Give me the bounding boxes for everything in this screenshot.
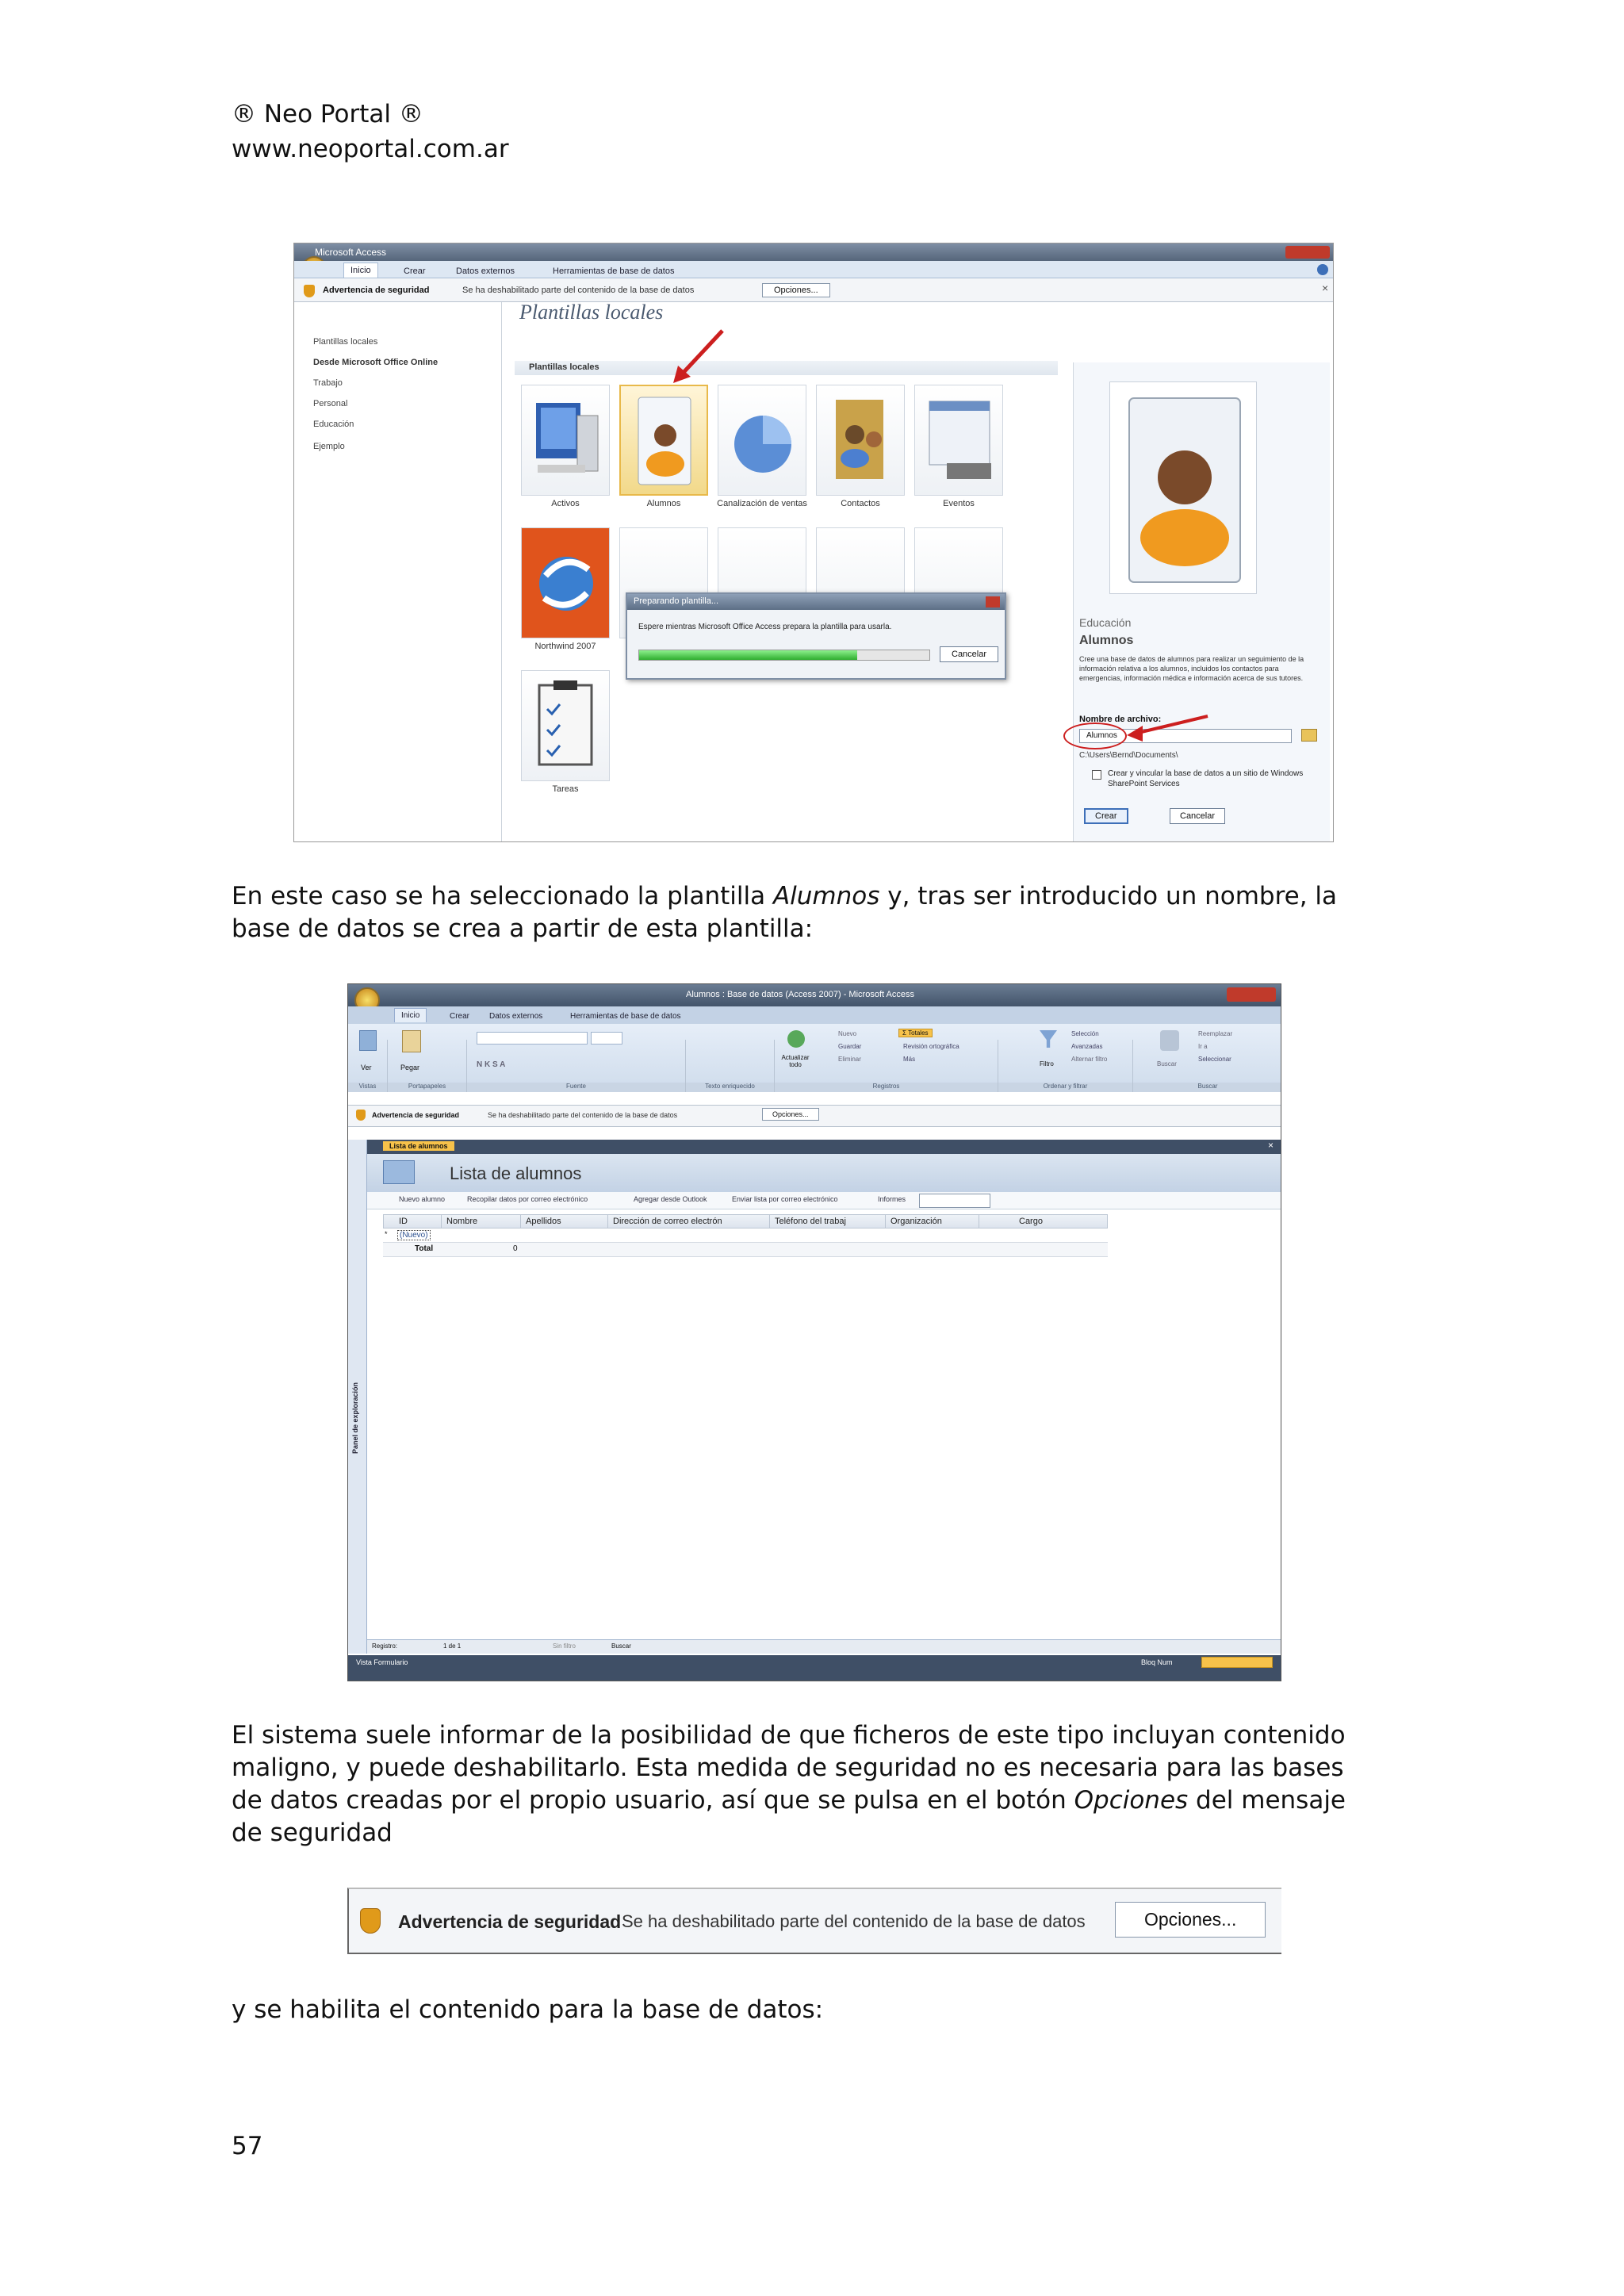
tab-datos-externos[interactable]: Datos externos	[456, 266, 515, 276]
nav-pane-label: Panel de exploración	[351, 1382, 359, 1454]
folder-icon[interactable]	[1301, 729, 1317, 742]
group-texto-enriquecido	[686, 1040, 775, 1092]
paste-icon[interactable]	[402, 1030, 421, 1052]
template-contactos[interactable]	[816, 385, 905, 496]
totales-button[interactable]: Σ Totales	[898, 1029, 933, 1037]
action-nuevo-alumno[interactable]: Nuevo alumno	[399, 1195, 446, 1203]
new-row-marker[interactable]: (Nuevo)	[397, 1230, 431, 1240]
sharepoint-checkbox[interactable]	[1092, 770, 1101, 780]
template-label: Northwind 2007	[534, 642, 596, 651]
sidebar-item-trabajo[interactable]: Trabajo	[313, 378, 343, 388]
reemplazar-button[interactable]: Reemplazar	[1198, 1030, 1233, 1037]
sidebar-item-plantillas-locales[interactable]: Plantillas locales	[313, 337, 378, 347]
sidebar-item-office-online[interactable]: Desde Microsoft Office Online	[313, 358, 439, 367]
status-view: Vista Formulario	[356, 1658, 408, 1666]
column-header[interactable]: Organización	[886, 1214, 979, 1228]
close-doc-icon[interactable]: ×	[1268, 1140, 1274, 1151]
search-box[interactable]: Buscar	[611, 1642, 631, 1650]
group-label: Vistas	[348, 1083, 387, 1092]
template-label: Contactos	[841, 499, 880, 508]
file-name-value: Alumnos	[1086, 731, 1117, 740]
tab-datos-externos[interactable]: Datos externos	[489, 1012, 543, 1021]
security-title: Advertencia de seguridad	[398, 1911, 622, 1932]
total-value: 0	[513, 1244, 518, 1253]
students-table	[383, 1214, 1108, 1262]
header-brand: ® Neo Portal ®	[232, 100, 423, 128]
calendar-icon	[915, 385, 1004, 496]
window-title: Alumnos : Base de datos (Access 2007) - Microsoft Access	[686, 990, 914, 999]
record-position[interactable]: 1 de 1	[443, 1642, 462, 1650]
dialog-cancel-button[interactable]: Cancelar	[940, 646, 998, 662]
template-label: Canalización de ventas	[717, 499, 807, 508]
font-size-select[interactable]	[591, 1032, 622, 1045]
clipboard-icon	[522, 671, 611, 782]
dialog-close-icon[interactable]	[986, 596, 1000, 608]
seleccion-button[interactable]: Selección	[1071, 1030, 1099, 1037]
informes-select[interactable]	[919, 1194, 990, 1208]
file-name-label: Nombre de archivo:	[1079, 715, 1162, 724]
security-text: Se ha deshabilitado parte del contenido de la base de datos	[462, 286, 695, 295]
screenshot-security-bar	[347, 1888, 1281, 1954]
record-label: Registro:	[372, 1642, 398, 1650]
column-header[interactable]: Teléfono del trabaj	[770, 1214, 886, 1228]
student-icon	[621, 386, 710, 497]
page-heading: Plantillas locales	[519, 301, 664, 324]
security-text: Se ha deshabilitado parte del contenido de la base de datos	[622, 1911, 1086, 1931]
column-header[interactable]: Nombre	[442, 1214, 521, 1228]
status-numlock: Bloq Num	[1141, 1658, 1173, 1666]
group-label: Portapapeles	[388, 1083, 466, 1092]
help-icon[interactable]	[1317, 264, 1328, 275]
para2-emphasis: Opciones	[1074, 1786, 1189, 1815]
tab-crear[interactable]: Crear	[404, 266, 426, 276]
ortografia-button[interactable]: Revisión ortográfica	[903, 1043, 959, 1050]
close-icon[interactable]	[1285, 246, 1330, 259]
para1-text-end: y, tras ser introducido un nombre, la base de datos se crea a partir de esta plantilla:	[232, 882, 1338, 943]
doc-tab-lista-alumnos[interactable]: Lista de alumnos	[383, 1141, 454, 1151]
northwind-icon	[522, 528, 611, 639]
ira-button[interactable]: Ir a	[1198, 1043, 1208, 1050]
buscar-button[interactable]: Buscar	[1157, 1060, 1177, 1068]
group-ordenar	[998, 1040, 1133, 1092]
form-title: Lista de alumnos	[450, 1163, 582, 1183]
security-title: Advertencia de seguridad	[372, 1111, 460, 1119]
column-header[interactable]: ID	[394, 1214, 442, 1228]
seleccionar-button[interactable]: Seleccionar	[1198, 1056, 1231, 1063]
template-alumnos[interactable]	[619, 385, 708, 496]
contacts-icon	[817, 385, 906, 496]
close-bar-icon[interactable]: ×	[1322, 282, 1329, 294]
sharepoint-label: Crear y vincular la base de datos a un sitio de Windows SharePoint Services	[1108, 769, 1304, 788]
highlight-circle	[1063, 723, 1127, 749]
template-label: Eventos	[943, 499, 975, 508]
header-url: www.neoportal.com.ar	[232, 135, 509, 163]
total-label: Total	[415, 1244, 434, 1253]
red-arrow-icon	[1119, 711, 1214, 743]
font-select[interactable]	[477, 1032, 588, 1045]
tab-inicio[interactable]: Inicio	[394, 1008, 427, 1022]
para1-emphasis: Alumnos	[772, 882, 880, 910]
new-record-icon: *	[385, 1230, 388, 1238]
template-northwind[interactable]	[521, 527, 610, 638]
section-label: Plantillas locales	[529, 362, 599, 372]
binoculars-icon[interactable]	[1160, 1030, 1179, 1051]
group-label: Fuente	[467, 1083, 685, 1092]
nuevo-button[interactable]: Nuevo	[838, 1030, 857, 1037]
filtro-button[interactable]: Filtro	[1040, 1060, 1054, 1068]
group-label: Buscar	[1133, 1083, 1281, 1092]
pie-chart-icon	[718, 385, 807, 496]
column-header[interactable]: Cargo	[979, 1214, 1108, 1228]
template-label: Activos	[551, 499, 580, 508]
refresh-icon[interactable]	[787, 1030, 805, 1048]
format-buttons[interactable]: N K S A	[477, 1060, 506, 1069]
template-activos[interactable]	[521, 385, 610, 496]
template-label: Tareas	[552, 784, 579, 794]
template-label: Alumnos	[646, 499, 681, 508]
group-label: Texto enriquecido	[686, 1083, 774, 1092]
shield-icon	[356, 1110, 366, 1121]
action-enviar-lista[interactable]: Enviar lista por correo electrónico	[732, 1195, 838, 1203]
computer-icon	[522, 385, 611, 496]
close-icon[interactable]	[1227, 987, 1276, 1002]
shield-icon	[304, 285, 315, 297]
template-preview	[1109, 381, 1257, 594]
tab-herramientas[interactable]: Herramientas de base de datos	[553, 266, 675, 276]
guardar-button[interactable]: Guardar	[838, 1043, 862, 1050]
table-row[interactable]	[383, 1228, 1108, 1243]
options-button[interactable]: Opciones...	[762, 1108, 819, 1121]
para1-text: En este caso se ha seleccionado la plantilla	[232, 882, 773, 910]
mas-button[interactable]: Más	[903, 1056, 916, 1063]
action-agregar-outlook[interactable]: Agregar desde Outlook	[634, 1195, 707, 1203]
para2-text: El sistema suele informar de la posibilidad de que ficheros de este tipo incluyan contenido maligno, y puede deshabilitarlo. Esta medida de seguridad no es necesaria para las bases de datos creadas por el propio usuario, así que se pulsa en el botón	[232, 1721, 1346, 1815]
avanzadas-button[interactable]: Avanzadas	[1071, 1043, 1103, 1050]
sidebar-item-personal[interactable]: Personal	[313, 399, 348, 408]
alternar-button[interactable]: Alternar filtro	[1071, 1056, 1108, 1063]
paragraph-1	[232, 880, 1373, 945]
dialog-title: Preparando plantilla...	[634, 596, 719, 606]
sidebar-item-ejemplo[interactable]: Ejemplo	[313, 442, 345, 451]
file-path: C:\Users\Bernd\Documents\	[1079, 751, 1178, 760]
record-navigation[interactable]	[367, 1639, 1281, 1654]
dialog-text: Espere mientras Microsoft Office Access prepara la plantilla para usarla.	[638, 623, 892, 631]
para2-text-end: del mensaje de seguridad	[232, 1786, 1346, 1847]
security-text: Se ha deshabilitado parte del contenido de la base de datos	[488, 1111, 678, 1119]
screenshot-1	[293, 243, 1334, 842]
security-title: Advertencia de seguridad	[323, 286, 430, 295]
form-icon	[383, 1160, 415, 1184]
preview-name: Alumnos	[1079, 634, 1134, 647]
progress-bar	[638, 650, 930, 661]
cancel-button[interactable]: Cancelar	[1170, 808, 1225, 824]
shield-icon	[360, 1908, 381, 1934]
view-switcher[interactable]	[1201, 1657, 1273, 1668]
pegar-button[interactable]: Pegar	[400, 1064, 420, 1071]
screenshot-2	[347, 983, 1281, 1681]
student-icon	[1110, 382, 1258, 595]
template-canalizacion[interactable]	[718, 385, 806, 496]
eliminar-button[interactable]: Eliminar	[838, 1056, 861, 1063]
paragraph-2	[232, 1719, 1380, 1849]
column-header[interactable]: Apellidos	[521, 1214, 608, 1228]
action-recopilar[interactable]: Recopilar datos por correo electrónico	[467, 1195, 588, 1203]
group-label: Registros	[775, 1083, 998, 1092]
group-portapapeles	[388, 1040, 467, 1092]
paragraph-3: y se habilita el contenido para la base de datos:	[232, 1995, 824, 2024]
view-icon[interactable]	[359, 1030, 377, 1051]
options-button[interactable]: Opciones...	[762, 283, 830, 297]
sidebar-item-educacion[interactable]: Educación	[313, 420, 354, 429]
template-tareas[interactable]	[521, 670, 610, 781]
tab-crear[interactable]: Crear	[450, 1012, 470, 1021]
window-title: Microsoft Access	[315, 247, 387, 258]
create-button[interactable]: Crear	[1084, 808, 1128, 824]
tab-inicio[interactable]: Inicio	[343, 263, 378, 278]
preview-description: Cree una base de datos de alumnos para realizar un seguimiento de la información relativa a los alumnos, incluidos los contactos para emergencias, información médica e información acerca de sus tutores.	[1079, 655, 1304, 682]
ver-button[interactable]: Ver	[361, 1064, 372, 1071]
preparing-dialog	[626, 592, 1006, 680]
table-row	[383, 1243, 1108, 1257]
page-number: 57	[232, 2132, 263, 2160]
column-header[interactable]: Dirección de correo electrón	[608, 1214, 770, 1228]
template-eventos[interactable]	[914, 385, 1003, 496]
filter-status[interactable]: Sin filtro	[553, 1642, 576, 1650]
options-button[interactable]: Opciones...	[1115, 1902, 1266, 1938]
actualizar-button[interactable]: Actualizar todo	[781, 1054, 810, 1068]
action-informes[interactable]: Informes	[878, 1195, 906, 1203]
preview-category: Educación	[1079, 616, 1132, 629]
group-label: Ordenar y filtrar	[998, 1083, 1132, 1092]
red-arrow-icon	[667, 323, 730, 386]
tab-herramientas[interactable]: Herramientas de base de datos	[570, 1012, 681, 1021]
